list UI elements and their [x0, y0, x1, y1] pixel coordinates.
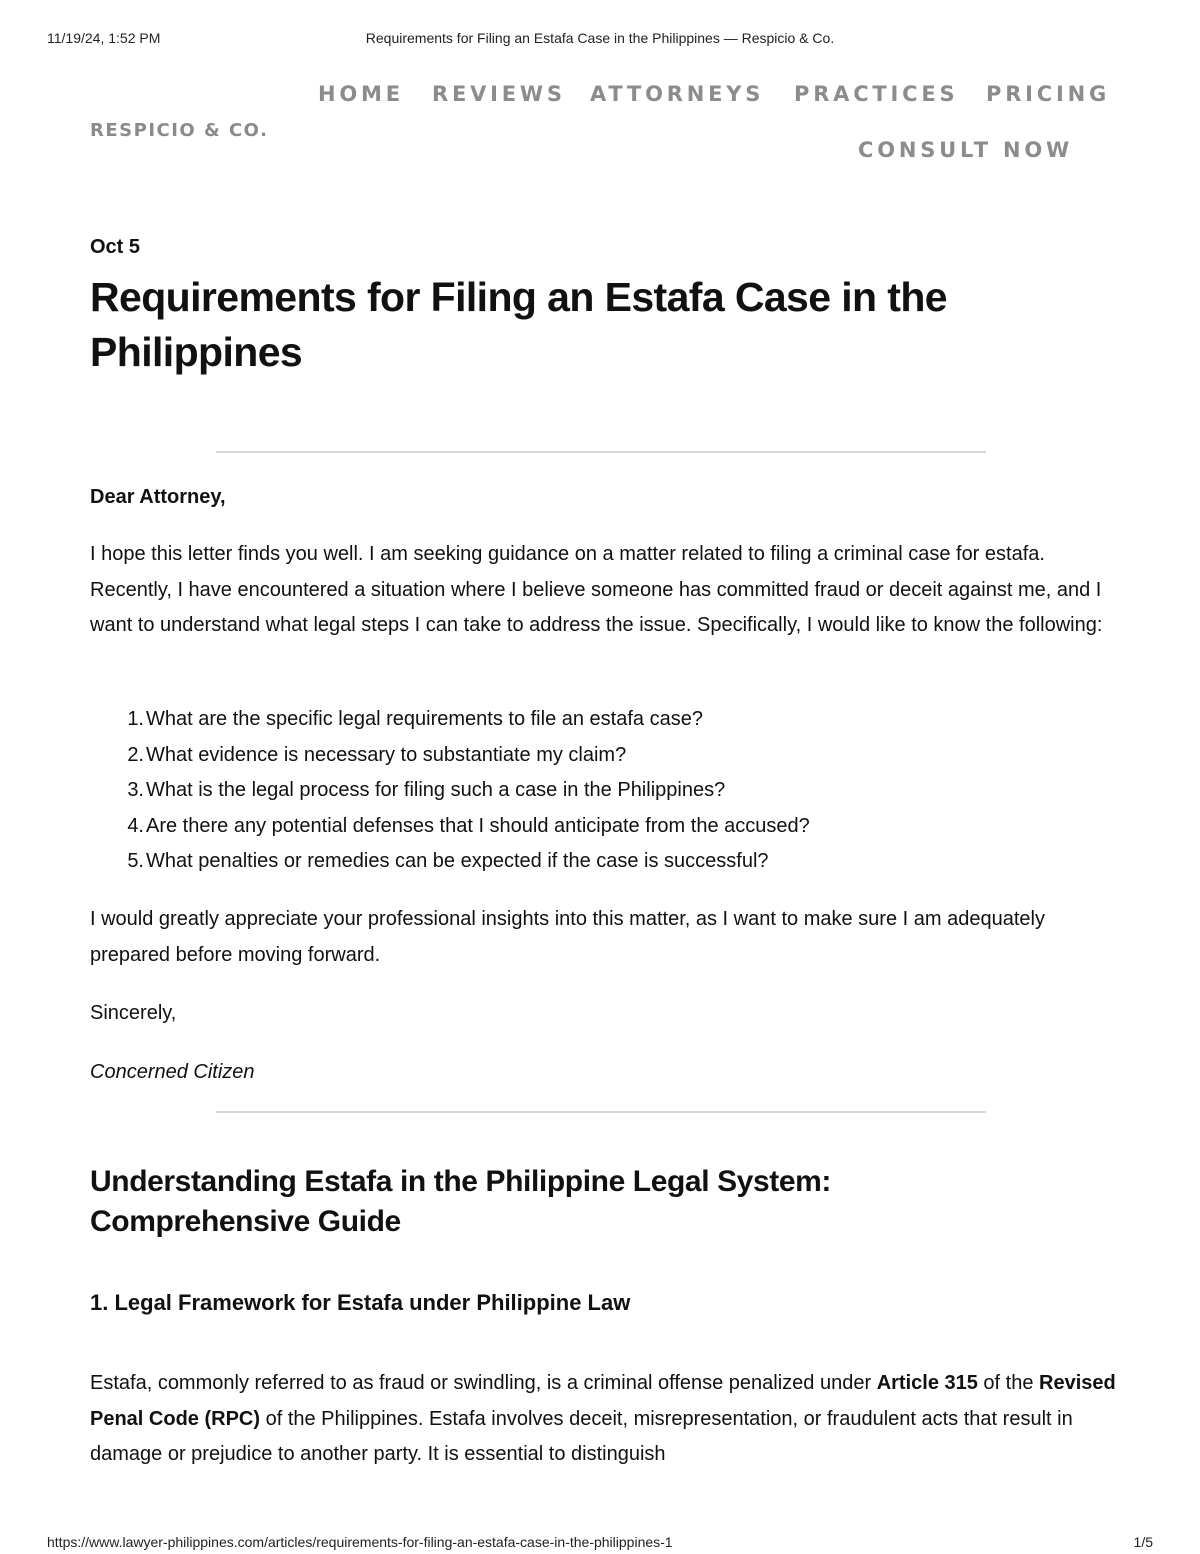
letter-signoff: Sincerely, — [90, 1002, 177, 1024]
list-text: What evidence is necessary to substantiate my claim? — [146, 743, 627, 766]
subsection-title: 1. Legal Framework for Estafa under Philippine Law — [90, 1290, 631, 1315]
print-header — [0, 30, 1200, 50]
list-text: What are the specific legal requirements to file an estafa case? — [146, 708, 703, 730]
post-date: Oct 5 — [90, 236, 141, 258]
list-number: 5. — [127, 850, 144, 872]
nav-home[interactable]: HOME — [318, 82, 404, 106]
list-number: 1. — [127, 708, 144, 730]
section-title: Understanding Estafa in the Philippine Legal System: Comprehensive Guide — [90, 1165, 831, 1238]
list-text: What penalties or remedies can be expected if the case is successful? — [146, 850, 769, 872]
nav-attorneys[interactable]: ATTORNEYS — [590, 82, 765, 106]
framework-text: Estafa, commonly referred to as fraud or swindling, is a criminal offense penalized under — [90, 1372, 877, 1394]
list-number: 4. — [127, 814, 144, 837]
framework-paragraph — [90, 1366, 1120, 1473]
list-item — [90, 844, 1120, 880]
list-number: 3. — [127, 779, 144, 801]
list-item — [90, 809, 1120, 845]
framework-text: of the — [977, 1372, 1040, 1394]
consult-now-button[interactable]: CONSULT NOW — [858, 138, 1073, 162]
letter-signature: Concerned Citizen — [90, 1061, 255, 1083]
nav-pricing[interactable]: PRICING — [986, 82, 1111, 106]
print-page-number: 1/5 — [1133, 1534, 1153, 1550]
list-item — [90, 702, 1120, 738]
list-item — [90, 738, 1120, 774]
list-item — [90, 773, 1120, 809]
letter-greeting: Dear Attorney, — [90, 486, 226, 508]
site-logo[interactable]: RESPICIO & CO. — [90, 120, 269, 141]
list-number: 2. — [127, 743, 144, 766]
letter-closing: I would greatly appreciate your professional insights into this matter, as I want to make sure I am adequately prepared before moving forward. — [90, 908, 1045, 966]
list-text: Are there any potential defenses that I should anticipate from the accused? — [146, 814, 810, 837]
print-footer — [0, 1534, 1200, 1554]
print-page-title: Requirements for Filing an Estafa Case in the Philippines — Respicio & Co. — [365, 30, 835, 46]
divider — [216, 1111, 986, 1113]
nav-reviews[interactable]: REVIEWS — [432, 82, 566, 106]
question-list — [90, 702, 1120, 880]
list-text: What is the legal process for filing such a case in the Philippines? — [146, 779, 726, 801]
nav-practices[interactable]: PRACTICES — [794, 82, 959, 106]
framework-text: of the Philippines. Estafa involves deceit, misrepresentation, or fraudulent acts that result in damage or prejudice to another party. It is essential to distinguish — [90, 1407, 1073, 1465]
letter-intro: I hope this letter finds you well. I am seeking guidance on a matter related to filing a criminal case for estafa. Recently, I have encountered a situation where I believe someone has committed fraud or deceit against me, and I want to understand what legal steps I can take to address the issue. Specifically, I would like to know the following: — [90, 543, 1103, 636]
print-url: https://www.lawyer-philippines.com/articles/requirements-for-filing-an-estafa-case-in-the-philippines-1 — [47, 1534, 673, 1550]
framework-code-ref: Revised Penal Code (RPC) — [90, 1372, 1116, 1430]
framework-article-ref: Article 315 — [876, 1372, 978, 1394]
page-title: Requirements for Filing an Estafa Case in the Philippines — [90, 274, 947, 375]
divider — [216, 451, 986, 453]
main-nav — [0, 82, 1200, 112]
print-datetime: 11/19/24, 1:52 PM — [47, 30, 161, 46]
